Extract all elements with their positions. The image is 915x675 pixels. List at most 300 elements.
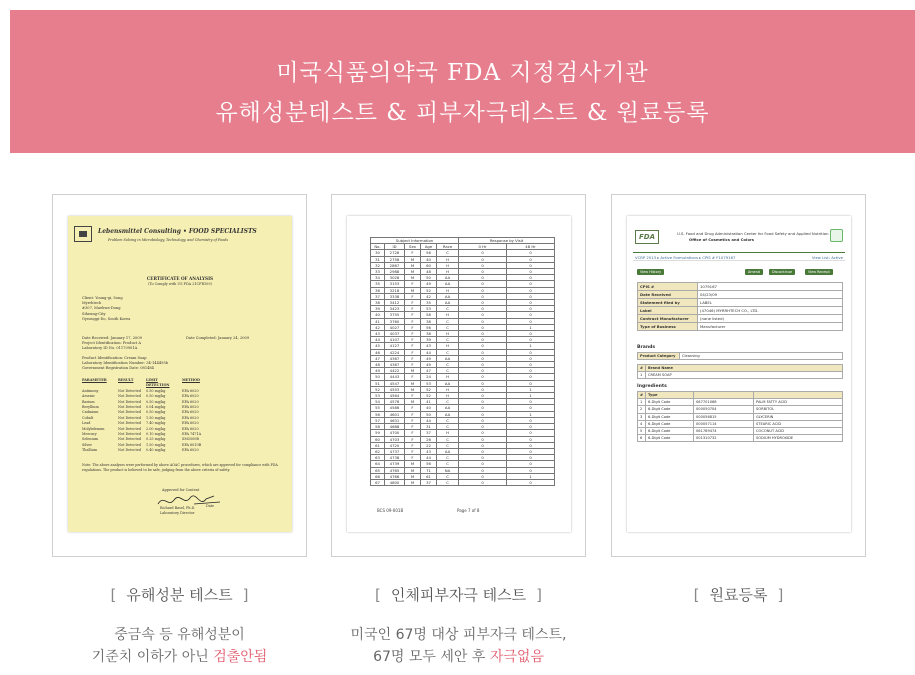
- subject-cell: C: [437, 250, 459, 256]
- subject-cell: 0: [507, 479, 555, 485]
- subject-cell: H: [437, 287, 459, 293]
- subject-cell: 4387: [385, 362, 405, 368]
- brand-header-cell: #: [638, 365, 646, 372]
- subject-cell: 4576: [385, 399, 405, 405]
- subject-cell: M: [405, 269, 421, 275]
- ingredient-cell: SORBITOL: [754, 406, 843, 413]
- agency-name: U.S. Food and Drug Administration Center for Food Safety and Applied Nutrition: [677, 231, 829, 236]
- ingredient-header-cell: #: [638, 392, 646, 399]
- subject-cell: 4766: [385, 473, 405, 479]
- subject-cell: 4107: [385, 337, 405, 343]
- subject-cell: 2758: [385, 256, 405, 262]
- subject-cell: 0: [459, 250, 507, 256]
- subject-cell: 0: [459, 380, 507, 386]
- ingredient-cell: STEARIC ACID: [754, 420, 843, 427]
- subject-cell: 1: [507, 386, 555, 392]
- subject-cell: 4720: [385, 442, 405, 448]
- results-cell: Arsenic: [82, 394, 95, 399]
- subject-cell: C: [437, 473, 459, 479]
- certificate-card-skin-irritation: [331, 194, 586, 557]
- signature-date-label: Date: [206, 504, 215, 508]
- results-cell: Not Detected: [118, 432, 141, 437]
- ingredient-cell: 4: [638, 420, 646, 427]
- subject-cell: 47: [371, 355, 385, 361]
- ingredient-cell: 3: [638, 413, 646, 420]
- subject-cell: 63: [371, 455, 385, 461]
- ingredient-header-cell: [754, 392, 843, 399]
- brand-row: [638, 372, 843, 379]
- subject-cell: C: [437, 318, 459, 324]
- amend-button: Amend: [745, 269, 763, 275]
- subject-cell: 0: [459, 343, 507, 349]
- subject-cell: 31: [371, 256, 385, 262]
- subject-cell: F: [405, 331, 421, 337]
- subject-cell: 53: [421, 306, 437, 312]
- registration-field-label: CPIS #: [638, 283, 698, 291]
- results-cell: EPA 6020: [182, 388, 199, 393]
- caption-bracket: [: [693, 586, 700, 604]
- results-cell: Beryllium: [82, 405, 99, 410]
- signer-block: [160, 506, 195, 515]
- subject-cell: 4586: [385, 405, 405, 411]
- subject-cell: 37: [421, 479, 437, 485]
- subject-cell: 0: [507, 275, 555, 281]
- subject-cell: M: [405, 368, 421, 374]
- subject-cell: H: [437, 331, 459, 337]
- skin-test-report-image: [347, 216, 571, 532]
- subject-cell: 49: [421, 355, 437, 361]
- subject-cell: 35: [371, 281, 385, 287]
- ingredient-cell: 6-Digit Code: [646, 420, 694, 427]
- subject-cell: 42: [371, 324, 385, 330]
- subject-cell: 0: [507, 455, 555, 461]
- subject-cell: 0: [459, 424, 507, 430]
- subject-cell: 42: [421, 293, 437, 299]
- subject-cell: 4564: [385, 393, 405, 399]
- product-line: Laboratory Identification Number: 34-144495b: [82, 361, 169, 366]
- subject-cell: 67: [371, 479, 385, 485]
- subject-cell: 2988: [385, 269, 405, 275]
- subject-cell: 49: [421, 362, 437, 368]
- subject-cell: F: [405, 411, 421, 417]
- discontinue-button: Discontinue: [769, 269, 795, 275]
- subject-cell: 51: [371, 380, 385, 386]
- ingredient-row: [638, 427, 843, 434]
- subject-cell: 0: [459, 262, 507, 268]
- subject-cell: 32: [371, 262, 385, 268]
- subject-cell: H: [437, 374, 459, 380]
- subject-cell: H: [437, 386, 459, 392]
- subject-cell: 0: [459, 467, 507, 473]
- subject-cell: 0: [507, 300, 555, 306]
- view-list-link: View List: Active: [811, 255, 843, 260]
- subject-cell: 36: [371, 287, 385, 293]
- approved-label: Approved for Content: [162, 488, 200, 492]
- ingredient-cell: 001310732: [694, 435, 754, 442]
- subject-cell: 45: [371, 343, 385, 349]
- subject-cell: F: [405, 337, 421, 343]
- results-cell: Lead: [82, 421, 91, 426]
- brands-heading: Brands: [637, 345, 656, 350]
- subject-cell: 53: [371, 393, 385, 399]
- subject-cell: 1: [507, 393, 555, 399]
- certificate-card-harmful-ingredients: [52, 194, 307, 557]
- description-line: [331, 646, 586, 668]
- subject-cell: 4037: [385, 331, 405, 337]
- subject-cell: 0: [459, 399, 507, 405]
- subject-cell: 22: [421, 442, 437, 448]
- lab-tagline: Problem Solving in Microbiology, Technology, and Chemistry of Foods: [108, 238, 229, 242]
- ingredient-cell: 6-Digit Code: [646, 399, 694, 406]
- date-completed: Date Completed: January 24, 2009: [186, 336, 250, 340]
- subject-cell: 58: [371, 424, 385, 430]
- subject-cell: 43: [371, 331, 385, 337]
- subject-cell: M: [405, 256, 421, 262]
- subject-cell: 0: [459, 442, 507, 448]
- subject-cell: 0: [459, 293, 507, 299]
- subject-cell: 0: [459, 436, 507, 442]
- subject-cell: NA: [437, 467, 459, 473]
- results-row: [82, 448, 212, 453]
- subject-row: [371, 479, 555, 485]
- registration-field-label: Contract Manufacturer: [638, 315, 698, 323]
- subject-cell: 4688: [385, 424, 405, 430]
- results-cell: Not Detected: [118, 421, 141, 426]
- results-cell: Not Detected: [118, 399, 141, 404]
- subject-cell: 4224: [385, 349, 405, 355]
- subject-cell: 44: [371, 337, 385, 343]
- subject-cell: 44: [421, 455, 437, 461]
- project-line: Project Identification: Product A: [82, 341, 141, 346]
- results-table: [82, 378, 212, 454]
- ingredient-cell: 000056815: [694, 413, 754, 420]
- subject-cell: AA: [437, 281, 459, 287]
- subject-cell: M: [405, 479, 421, 485]
- column-header: Race: [437, 244, 459, 250]
- subject-cell: 0: [459, 448, 507, 454]
- subject-cell: 3218: [385, 287, 405, 293]
- subject-cell: 44: [421, 349, 437, 355]
- subject-cell: 48: [371, 362, 385, 368]
- ingredients-heading: Ingredients: [637, 384, 667, 389]
- results-cell: EPA 6010B: [182, 442, 202, 447]
- analysis-note: Note: The above analyses were performed by above AOAC procedures, which are approved for compliance with FDA regulations. The product is believed to be safe, judging from the above criteria of safety.: [82, 463, 278, 472]
- office-name: Office of Cosmetics and Colors: [689, 237, 755, 242]
- ingredient-cell: 061789474: [694, 427, 754, 434]
- subject-cell: H: [437, 269, 459, 275]
- brand-category-label: Product Category: [638, 353, 680, 360]
- subject-cell: 0: [507, 461, 555, 467]
- results-cell: Not Detected: [118, 415, 141, 420]
- registration-field-value: (none listed): [698, 315, 843, 323]
- subject-cell: 56: [421, 250, 437, 256]
- subject-cell: 3412: [385, 300, 405, 306]
- results-cell: Not Detected: [118, 442, 141, 447]
- subject-cell: C: [437, 417, 459, 423]
- subject-cell: 52: [421, 393, 437, 399]
- certificate-card-ingredient-registration: [611, 194, 866, 557]
- ingredient-cell: 2: [638, 406, 646, 413]
- subject-cell: 0: [507, 281, 555, 287]
- subject-cell: 0: [507, 287, 555, 293]
- subject-cell: 59: [371, 430, 385, 436]
- results-cell: EPA 6020: [182, 394, 199, 399]
- subject-cell: 1: [507, 324, 555, 330]
- subject-cell: 0: [459, 386, 507, 392]
- subject-cell: 4027: [385, 324, 405, 330]
- ingredient-row: [638, 435, 843, 442]
- results-cell: Not Detected: [118, 448, 141, 453]
- ingredient-cell: 067701068: [694, 399, 754, 406]
- banner-title-line1: 미국식품의약국 FDA 지정검사기관: [276, 60, 649, 86]
- subject-cell: 4738: [385, 455, 405, 461]
- description-skin-irritation-test: [331, 624, 586, 668]
- registration-field-value: 1079167: [698, 283, 843, 291]
- subject-response-table: [370, 237, 555, 486]
- subject-cell: C: [437, 362, 459, 368]
- registration-field-row: [638, 323, 843, 331]
- subject-cell: 0: [459, 473, 507, 479]
- subject-cell: 53: [421, 380, 437, 386]
- subject-cell: 0: [507, 349, 555, 355]
- column-header: No.: [371, 244, 385, 250]
- subject-cell: F: [405, 343, 421, 349]
- subject-cell: 0: [459, 256, 507, 262]
- subject-cell: 0: [459, 300, 507, 306]
- date-received: Date Received: January 17, 2009: [82, 336, 142, 340]
- subject-cell: AA: [437, 380, 459, 386]
- subject-cell: 40: [421, 405, 437, 411]
- ingredient-cell: 000050704: [694, 406, 754, 413]
- subject-cell: 0: [459, 349, 507, 355]
- subject-cell: 0: [459, 331, 507, 337]
- registration-field-label: Statement filed by: [638, 299, 698, 307]
- ingredient-cell: PALM FATTY ACID: [754, 399, 843, 406]
- subject-cell: 43: [421, 343, 437, 349]
- results-cell: 1.50 mg/kg: [146, 415, 166, 420]
- ingredients-table: [637, 391, 843, 442]
- subject-cell: 3423: [385, 306, 405, 312]
- subject-cell: C: [437, 368, 459, 374]
- ingredient-row: [638, 399, 843, 406]
- subject-cell: AA: [437, 355, 459, 361]
- results-header-cell: RESULT: [118, 378, 134, 382]
- description-text: 기준치 이하가 아닌: [91, 649, 214, 665]
- subject-cell: 40: [371, 312, 385, 318]
- results-cell: Selenium: [82, 437, 99, 442]
- ingredient-row: [638, 413, 843, 420]
- brand-category-row: [638, 353, 843, 360]
- subject-cell: C: [437, 399, 459, 405]
- group-header-subject: Subject Information: [371, 238, 459, 244]
- results-header-cell: METHOD: [182, 378, 200, 382]
- subject-cell: 0: [507, 380, 555, 386]
- results-cell: Not Detected: [118, 437, 141, 442]
- subject-cell: 4703: [385, 436, 405, 442]
- subject-cell: 50: [421, 411, 437, 417]
- subject-cell: 66: [371, 473, 385, 479]
- results-cell: EPA 6020: [182, 399, 199, 404]
- subject-cell: AA: [437, 405, 459, 411]
- subject-cell: 65: [371, 467, 385, 473]
- subject-cell: 0: [459, 337, 507, 343]
- subject-cell: 4765: [385, 467, 405, 473]
- ingredient-cell: COCONUT ACID: [754, 427, 843, 434]
- results-cell: Cobalt: [82, 415, 94, 420]
- subject-cell: 4547: [385, 380, 405, 386]
- subject-cell: 4422: [385, 368, 405, 374]
- caption-bracket: [: [110, 586, 117, 604]
- subject-cell: C: [437, 479, 459, 485]
- subject-cell: 1: [507, 411, 555, 417]
- subject-cell: 0: [507, 337, 555, 343]
- subject-cell: H: [437, 393, 459, 399]
- vcrp-registration-image: [627, 216, 851, 532]
- header-banner: [10, 10, 915, 153]
- subject-cell: 2867: [385, 262, 405, 268]
- report-code: BCS 09-001B: [377, 508, 404, 513]
- subject-cell: 44: [421, 417, 437, 423]
- subject-cell: C: [437, 424, 459, 430]
- subject-cell: 37: [371, 293, 385, 299]
- description-highlight: 검출안됨: [213, 649, 268, 665]
- client-line: Myrrhtech: [82, 301, 102, 306]
- caption-text: 인체피부자극 테스트: [390, 586, 527, 604]
- banner-title-line2: 유해성분테스트 & 피부자극테스트 & 원료등록: [215, 100, 710, 126]
- subject-cell: 56: [371, 411, 385, 417]
- subject-cell: H: [437, 256, 459, 262]
- subject-cell: AA: [437, 300, 459, 306]
- subject-cell: F: [405, 405, 421, 411]
- subject-cell: 34: [371, 275, 385, 281]
- subject-cell: 0: [507, 318, 555, 324]
- subject-cell: 0: [507, 256, 555, 262]
- subject-cell: 0: [507, 306, 555, 312]
- subject-cell: AA: [437, 411, 459, 417]
- results-cell: EPA 6020: [182, 426, 199, 431]
- ingredient-cell: 6-Digit Code: [646, 413, 694, 420]
- results-cell: Molybdenum: [82, 426, 105, 431]
- subject-cell: 50: [421, 275, 437, 281]
- subject-cell: M: [405, 287, 421, 293]
- subject-cell: F: [405, 374, 421, 380]
- description-highlight: 자극없음: [489, 649, 544, 665]
- registration-field-value: Manufacturer: [698, 323, 843, 331]
- results-cell: 1.50 mg/kg: [146, 442, 166, 447]
- subject-cell: 0: [507, 405, 555, 411]
- ingredient-row: [638, 406, 843, 413]
- caption-ingredient-registration: [611, 584, 866, 605]
- subject-cell: 0: [459, 318, 507, 324]
- product-line: Government Registration Date: 081484: [82, 366, 154, 371]
- subject-cell: 0: [507, 467, 555, 473]
- subject-cell: 4739: [385, 461, 405, 467]
- subject-cell: 1: [507, 473, 555, 479]
- subject-cell: 3338: [385, 293, 405, 299]
- subject-cell: C: [437, 306, 459, 312]
- product-block: [82, 356, 168, 372]
- subject-cell: M: [405, 386, 421, 392]
- subject-cell: F: [405, 300, 421, 306]
- subject-cell: F: [405, 448, 421, 454]
- results-cell: 0.10 mg/kg: [146, 432, 166, 437]
- subject-cell: 52: [421, 386, 437, 392]
- subject-cell: 26: [421, 436, 437, 442]
- subject-cell: 3760: [385, 318, 405, 324]
- results-cell: 0.40 mg/kg: [146, 448, 166, 453]
- subject-cell: 49: [371, 368, 385, 374]
- subject-cell: 0: [459, 306, 507, 312]
- subject-cell: 0: [459, 312, 507, 318]
- subject-cell: F: [405, 312, 421, 318]
- registration-field-label: Date Received: [638, 291, 698, 299]
- subject-cell: 56: [421, 324, 437, 330]
- subject-cell: 47: [421, 368, 437, 374]
- subject-cell: F: [405, 293, 421, 299]
- column-header: ID: [385, 244, 405, 250]
- subject-cell: F: [405, 250, 421, 256]
- subject-cell: 4800: [385, 479, 405, 485]
- dates-block: [82, 336, 142, 352]
- subject-cell: 56: [421, 461, 437, 467]
- subject-cell: 0: [459, 281, 507, 287]
- subject-cell: 50: [371, 374, 385, 380]
- subject-cell: AA: [437, 275, 459, 281]
- results-cell: 0.50 mg/kg: [146, 394, 166, 399]
- subject-cell: 38: [421, 318, 437, 324]
- registration-field-row: [638, 299, 843, 307]
- ingredient-header-cell: Type: [646, 392, 694, 399]
- subject-cell: F: [405, 393, 421, 399]
- subject-cell: 4601: [385, 411, 405, 417]
- subject-cell: 0: [459, 362, 507, 368]
- registration-field-value: LABEL: [698, 299, 843, 307]
- vcrp-nav-bar: [633, 252, 845, 261]
- subject-cell: 0: [459, 393, 507, 399]
- results-cell: Thallium: [82, 448, 98, 453]
- subject-cell: F: [405, 455, 421, 461]
- subject-cell: 0: [507, 424, 555, 430]
- ingredient-cell: 6: [638, 435, 646, 442]
- caption-text: 원료등록: [709, 586, 768, 604]
- brand-cell: 1: [638, 372, 646, 379]
- brand-list-table: [637, 364, 843, 379]
- description-harmful-ingredient-test: [52, 624, 307, 668]
- results-cell: Not Detected: [118, 426, 141, 431]
- signer-line: Laboratory Director: [160, 510, 195, 515]
- subject-cell: 46: [371, 349, 385, 355]
- results-header-cell: LIMIT DETECTION: [146, 378, 170, 388]
- subject-cell: F: [405, 318, 421, 324]
- subject-cell: 41: [421, 399, 437, 405]
- subject-cell: F: [405, 430, 421, 436]
- subject-cell: 60: [371, 436, 385, 442]
- results-cell: EPA 6020: [182, 421, 199, 426]
- subject-cell: M: [405, 262, 421, 268]
- subject-cell: 0: [507, 262, 555, 268]
- client-line: Client: Young-gi, Song: [82, 296, 123, 300]
- subject-cell: 48: [421, 269, 437, 275]
- ingredient-cell: 1: [638, 399, 646, 406]
- ingredient-cell: SODIUM HYDROXIDE: [754, 435, 843, 442]
- caption-bracket: ]: [242, 586, 249, 604]
- subject-cell: 33: [371, 269, 385, 275]
- brands-table: [637, 352, 843, 360]
- ingredient-cell: GLYCERIN: [754, 413, 843, 420]
- certificate-subtitle: (To Comply with US FDA 21CFR109): [148, 282, 212, 286]
- subject-cell: C: [437, 337, 459, 343]
- subject-cell: 38: [371, 300, 385, 306]
